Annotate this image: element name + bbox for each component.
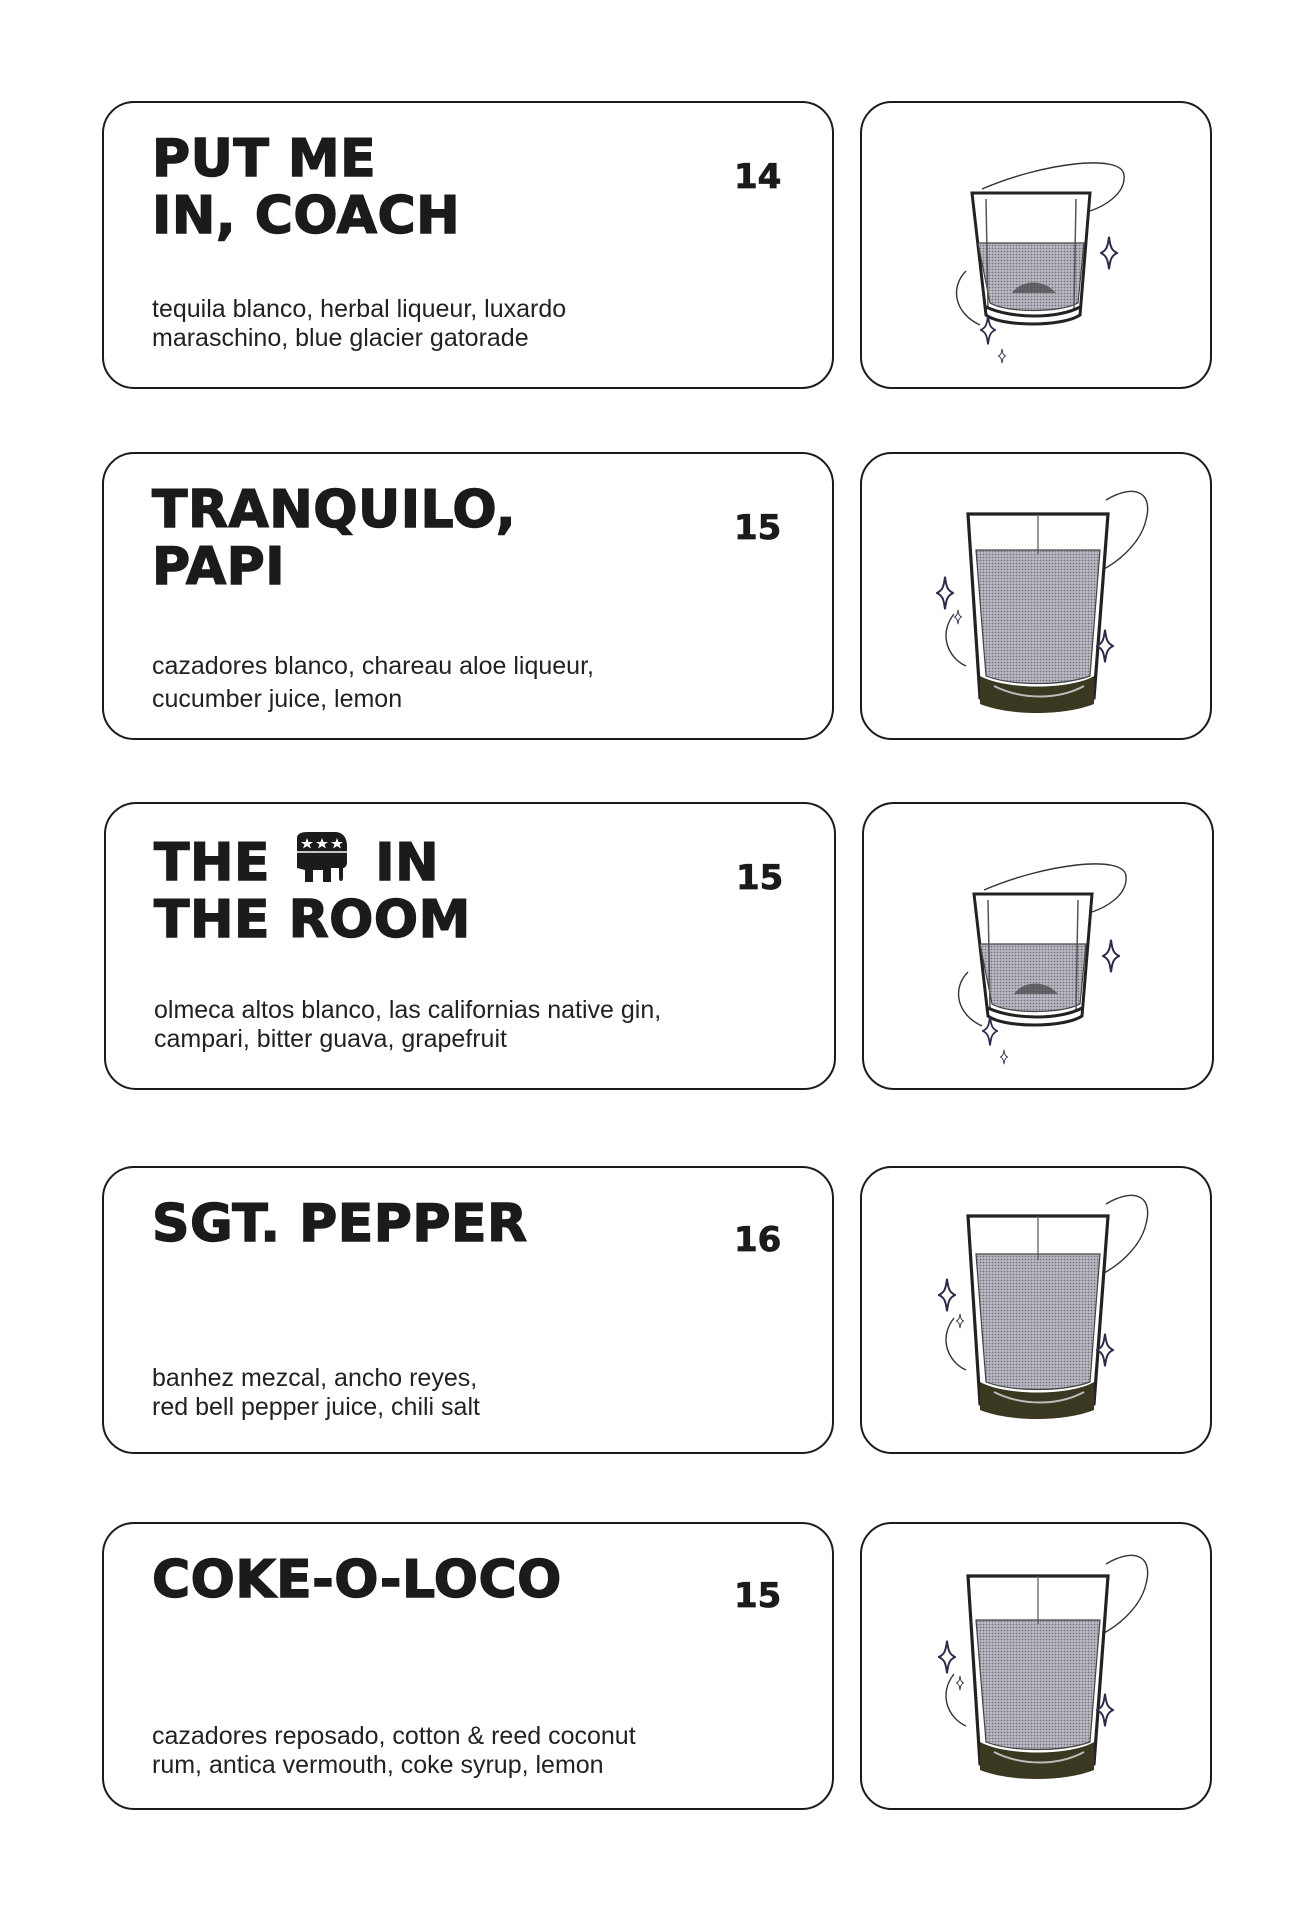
tall-glass-icon xyxy=(862,1168,1212,1454)
tall-glass-icon xyxy=(862,1524,1212,1810)
tall-glass-icon xyxy=(862,454,1212,740)
drink-name-word: THE xyxy=(154,833,271,893)
drink-ingredients xyxy=(152,295,772,353)
menu-item xyxy=(0,802,1314,1094)
rocks-glass-icon xyxy=(864,804,1214,1090)
drink-photo xyxy=(860,1166,1212,1454)
drink-price: 16 xyxy=(734,1220,782,1260)
drink-name xyxy=(152,131,712,245)
menu-item-card xyxy=(102,452,834,740)
drink-price: 15 xyxy=(736,858,784,898)
drink-ingredients xyxy=(152,650,772,716)
menu-item-card xyxy=(102,101,834,389)
drink-price: 15 xyxy=(734,1576,782,1616)
drink-name-line: SGT. PEPPER xyxy=(152,1194,528,1254)
elephant-icon xyxy=(293,832,349,884)
drink-photo xyxy=(862,802,1214,1090)
ingredients-line: rum, antica vermouth, coke syrup, lemon xyxy=(152,1751,604,1779)
ingredients-line: cazadores reposado, cotton & reed coconut xyxy=(152,1722,636,1750)
menu-item xyxy=(0,1166,1314,1458)
menu-item xyxy=(0,1522,1314,1814)
menu-item-card xyxy=(104,802,836,1090)
drink-photo xyxy=(860,452,1212,740)
menu-item xyxy=(0,452,1314,744)
ingredients-line: banhez mezcal, ancho reyes, xyxy=(152,1364,478,1392)
menu-item xyxy=(0,101,1314,393)
ingredients-line: olmeca altos blanco, las californias native gin, xyxy=(154,996,662,1024)
drink-name-line: COKE-O-LOCO xyxy=(152,1550,562,1610)
drink-name-line: THE ROOM xyxy=(154,890,471,950)
drink-price: 14 xyxy=(734,157,782,197)
ingredients-line: red bell pepper juice, chili salt xyxy=(152,1393,480,1421)
drink-price: 15 xyxy=(734,508,782,548)
ingredients-line: cazadores blanco, chareau aloe liqueur, xyxy=(152,652,594,680)
ingredients-line: tequila blanco, herbal liqueur, luxardo xyxy=(152,295,567,323)
drink-name-line: PUT ME xyxy=(152,129,377,189)
drink-photo xyxy=(860,1522,1212,1810)
drink-name xyxy=(154,832,714,949)
drink-name xyxy=(152,1552,712,1609)
drink-photo xyxy=(860,101,1212,389)
drink-name xyxy=(152,1196,712,1253)
menu-item-card xyxy=(102,1166,834,1454)
drink-name-word: IN xyxy=(375,833,440,893)
ingredients-line: campari, bitter guava, grapefruit xyxy=(154,1025,507,1053)
drink-ingredients xyxy=(152,1364,772,1422)
menu-item-card xyxy=(102,1522,834,1810)
drink-name xyxy=(152,482,712,596)
ingredients-line: cucumber juice, lemon xyxy=(152,685,403,713)
drink-name-line xyxy=(154,832,714,892)
drink-name-line: PAPI xyxy=(152,537,286,597)
drink-name-line: IN, COACH xyxy=(152,186,461,246)
drink-name-line: TRANQUILO, xyxy=(152,480,517,540)
rocks-glass-icon xyxy=(862,103,1212,389)
ingredients-line: maraschino, blue glacier gatorade xyxy=(152,324,529,352)
drink-ingredients xyxy=(154,996,774,1054)
drink-ingredients xyxy=(152,1722,772,1780)
